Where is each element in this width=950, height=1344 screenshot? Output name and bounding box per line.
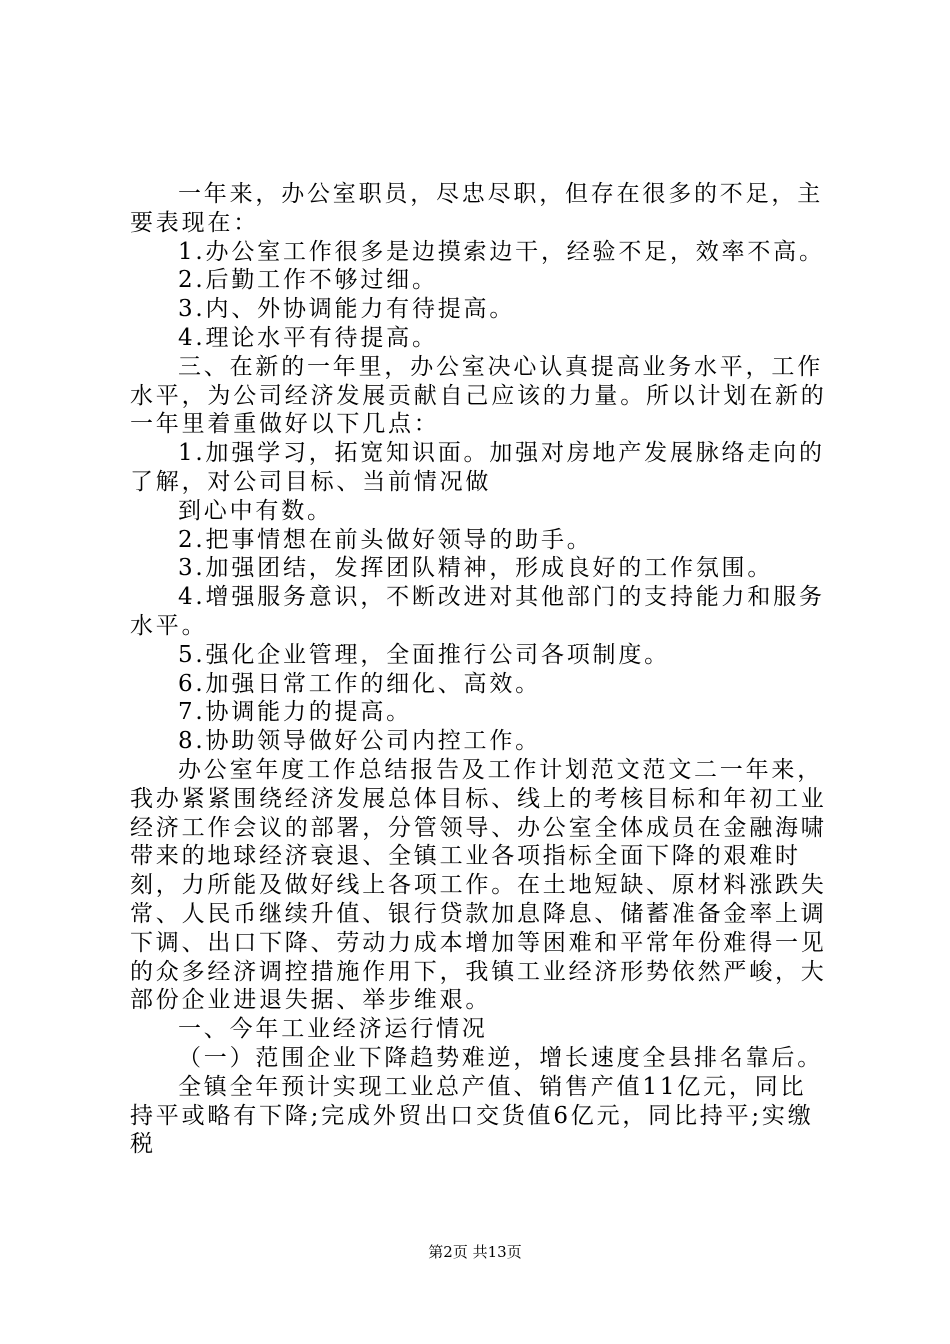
paragraph: 1.加强学习，拓宽知识面。加强对房地产发展脉络走向的了解，对公司目标、当前情况做 [130,440,825,495]
paragraph: 全镇全年预计实现工业总产值、销售产值11亿元，同比持平或略有下降;完成外贸出口交货值6亿元，同比持平;实缴税 [130,1073,814,1158]
paragraph: 3.加强团结，发挥团队精神，形成良好的工作氛围。 [178,555,774,582]
paragraph: 4.增强服务意识，不断改进对其他部门的支持能力和服务水平。 [130,584,825,639]
paragraph: （一）范围企业下降趋势难逆，增长速度全县排名靠后。 [178,1044,823,1071]
paragraph: 一、今年工业经济运行情况 [178,1016,488,1043]
paragraph: 办公室年度工作总结报告及工作计划范文范文二一年来，我办紧紧围绕经济发展总体目标、线上的考核目标和年初工业经济工作会议的部署，分管领导、办公室全体成员在金融海啸带来的地球经济衰退、全镇工业各项指标全面下降的艰难时刻，力所能及做好线上各项工作。在土地短缺、原材料涨跌失常、人民币继续升值、银行贷款加息降息、储蓄准备金率上调下调、出口下降、劳动力成本增加等困难和平常年份难得一见的众多经济调控措施作用下，我镇工业经济形势依然严峻，大部份企业进退失据、举步维艰。 [130,756,827,1014]
paragraph: 到心中有数。 [178,497,333,524]
paragraph: 1.办公室工作很多是边摸索边干，经验不足，效率不高。 [178,238,825,265]
document-body [130,180,830,1159]
paragraph: 6.加强日常工作的细化、高效。 [178,670,541,697]
paragraph: 4.理论水平有待提高。 [178,324,438,351]
paragraph: 一年来，办公室职员，尽忠尽职，但存在很多的不足，主要表现在： [130,181,823,236]
paragraph: 2.把事情想在前头做好领导的助手。 [178,526,593,553]
paragraph: 7.协调能力的提高。 [178,699,412,726]
paragraph: 8.协助领导做好公司内控工作。 [178,728,541,755]
paragraph: 5.强化企业管理，全面推行公司各项制度。 [178,641,670,668]
paragraph: 2.后勤工作不够过细。 [178,267,438,294]
paragraph: 三、在新的一年里，办公室决心认真提高业务水平，工作水平，为公司经济发展贡献自己应该的力量。所以计划在新的一年里着重做好以下几点： [130,353,827,438]
paragraph: 3.内、外协调能力有待提高。 [178,296,516,323]
page-number-footer: 第2页 共13页 [428,1243,522,1261]
